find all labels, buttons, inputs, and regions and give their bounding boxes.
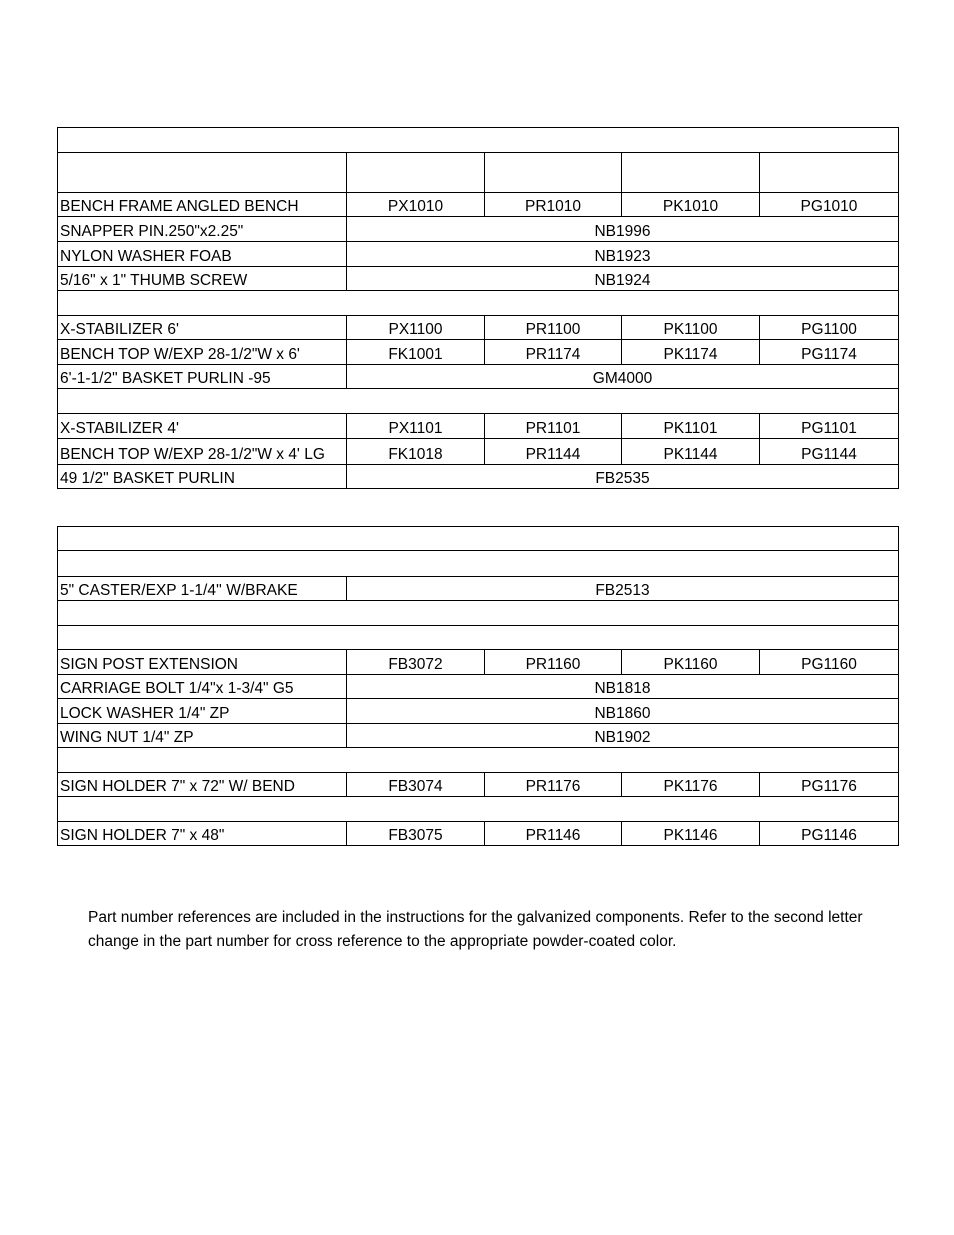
part-number: FK1018 — [347, 439, 485, 465]
blank-cell — [58, 551, 899, 577]
table-row — [58, 577, 899, 601]
part-number: PR1010 — [485, 193, 622, 217]
table-row — [58, 316, 899, 340]
part-description: 5" CASTER/EXP 1-1/4'' W/BRAKE — [58, 577, 347, 601]
part-number-common: NB1924 — [347, 267, 899, 291]
header-cell — [347, 153, 485, 193]
part-number: PG1101 — [760, 414, 899, 439]
part-number: PG1100 — [760, 316, 899, 340]
blank-cell — [58, 797, 899, 822]
part-number: FB3074 — [347, 773, 485, 797]
part-number: PG1176 — [760, 773, 899, 797]
part-number: PR1146 — [485, 822, 622, 846]
header-cell — [485, 153, 622, 193]
part-number-common: NB1818 — [347, 675, 899, 699]
part-number-common: NB1902 — [347, 724, 899, 748]
table-row — [58, 773, 899, 797]
blank-row — [58, 626, 899, 650]
part-number: PR1100 — [485, 316, 622, 340]
part-number: PR1101 — [485, 414, 622, 439]
blank-row — [58, 551, 899, 577]
part-number: PG1174 — [760, 340, 899, 365]
part-description: SIGN POST EXTENSION — [58, 650, 347, 675]
part-number-common: NB1923 — [347, 242, 899, 267]
part-number: PK1174 — [622, 340, 760, 365]
blank-row — [58, 748, 899, 773]
blank-cell — [58, 291, 899, 316]
part-description: BENCH FRAME ANGLED BENCH — [58, 193, 347, 217]
part-number: FK1001 — [347, 340, 485, 365]
part-number-common: NB1996 — [347, 217, 899, 242]
table-row — [58, 217, 899, 242]
part-number: PR1176 — [485, 773, 622, 797]
header-cell — [58, 153, 347, 193]
part-number: PK1146 — [622, 822, 760, 846]
blank-row — [58, 797, 899, 822]
table-row — [58, 822, 899, 846]
blank-row — [58, 527, 899, 551]
table-row — [58, 439, 899, 465]
part-description: X-STABILIZER 4' — [58, 414, 347, 439]
part-number: PR1174 — [485, 340, 622, 365]
part-number-common: FB2513 — [347, 577, 899, 601]
blank-cell — [58, 389, 899, 414]
part-description: BENCH TOP W/EXP 28-1/2"W x 6' — [58, 340, 347, 365]
part-number: FB3072 — [347, 650, 485, 675]
part-description: 6'-1-1/2" BASKET PURLIN -95 — [58, 365, 347, 389]
part-number: PX1100 — [347, 316, 485, 340]
part-description: WING NUT 1/4" ZP — [58, 724, 347, 748]
parts-table-accessories — [57, 526, 899, 846]
part-number: PG1144 — [760, 439, 899, 465]
part-description: SIGN HOLDER 7" x 48" — [58, 822, 347, 846]
part-number: PK1144 — [622, 439, 760, 465]
part-number: PK1100 — [622, 316, 760, 340]
header-cell — [760, 153, 899, 193]
part-number: PX1010 — [347, 193, 485, 217]
part-number-common: GM4000 — [347, 365, 899, 389]
blank-cell — [58, 601, 899, 626]
part-number: PR1144 — [485, 439, 622, 465]
table-row — [58, 724, 899, 748]
blank-row — [58, 601, 899, 626]
part-number: PK1101 — [622, 414, 760, 439]
part-description: 5/16" x 1" THUMB SCREW — [58, 267, 347, 291]
header-cell — [622, 153, 760, 193]
part-number: PX1101 — [347, 414, 485, 439]
part-number: FB3075 — [347, 822, 485, 846]
part-description: X-STABILIZER 6' — [58, 316, 347, 340]
table-row — [58, 340, 899, 365]
table-row — [58, 267, 899, 291]
table-row — [58, 699, 899, 724]
part-description: SIGN HOLDER 7" x 72" W/ BEND — [58, 773, 347, 797]
table-row — [58, 650, 899, 675]
part-description: NYLON WASHER FOAB — [58, 242, 347, 267]
blank-row — [58, 291, 899, 316]
header-row — [58, 153, 899, 193]
table-row — [58, 242, 899, 267]
blank-row — [58, 389, 899, 414]
part-number: PG1010 — [760, 193, 899, 217]
table-row — [58, 193, 899, 217]
part-number-common: FB2535 — [347, 465, 899, 489]
table-row — [58, 465, 899, 489]
part-number-common: NB1860 — [347, 699, 899, 724]
blank-cell — [58, 128, 899, 153]
part-description: CARRIAGE BOLT 1/4"x 1-3/4" G5 — [58, 675, 347, 699]
part-number: PG1146 — [760, 822, 899, 846]
part-number: PK1160 — [622, 650, 760, 675]
blank-cell — [58, 527, 899, 551]
part-number: PK1010 — [622, 193, 760, 217]
table-row — [58, 365, 899, 389]
part-description: 49 1/2" BASKET PURLIN — [58, 465, 347, 489]
part-description: LOCK WASHER 1/4" ZP — [58, 699, 347, 724]
parts-table-benches — [57, 127, 899, 489]
cross-reference-note: Part number references are included in the instructions for the galvanized components. Refer to the second letter change in the part number for cross reference to the appropriate powder-coated color. — [88, 909, 863, 950]
part-number: PK1176 — [622, 773, 760, 797]
table-row — [58, 675, 899, 699]
part-description: BENCH TOP W/EXP 28-1/2"W x 4' LG — [58, 439, 347, 465]
part-description: SNAPPER PIN.250"x2.25" — [58, 217, 347, 242]
blank-cell — [58, 626, 899, 650]
part-number: PR1160 — [485, 650, 622, 675]
part-number: PG1160 — [760, 650, 899, 675]
table-row — [58, 414, 899, 439]
blank-row — [58, 128, 899, 153]
blank-cell — [58, 748, 899, 773]
